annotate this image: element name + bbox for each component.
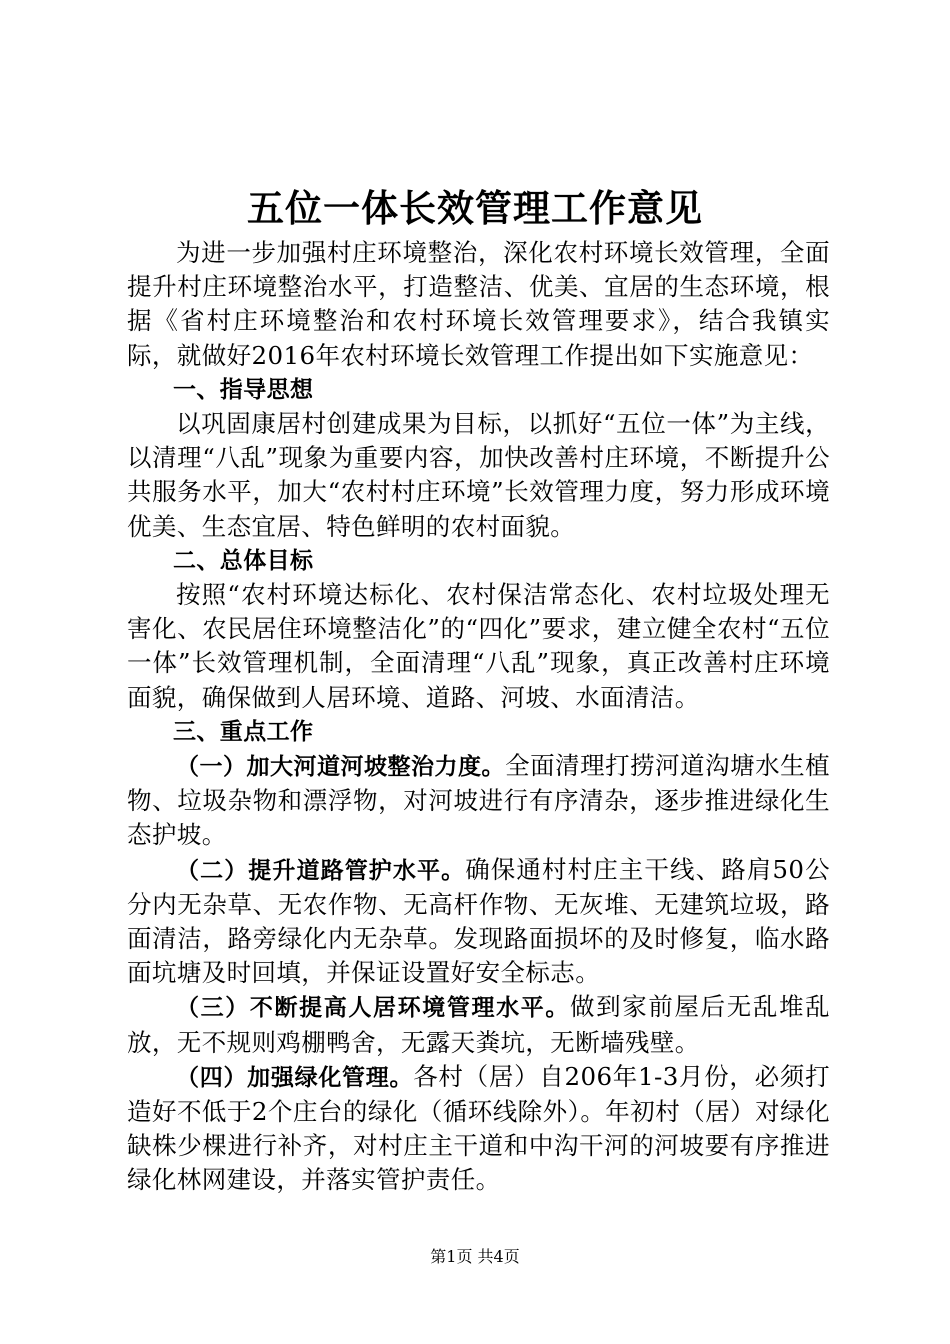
key-work-item-1 (127, 749, 830, 853)
key-work-item-4-text: 各村（居）自206年1-3月份，必须打造好不低于2个庄台的绿化（循环线除外）。年初村（居）对绿化缺株少棵进行补齐，对村庄主干道和中沟干河的河坡要有序推进绿化林网建设，并落实管护责任。 (127, 1061, 830, 1195)
key-work-item-2-text: 确保通村村庄主干线、路肩50公分内无杂草、无农作物、无高杆作物、无灰堆、无建筑垃圾，路面清洁，路旁绿化内无杂草。发现路面损坏的及时修复，临水路面坑塘及时回填，并保证设置好安全标志。 (127, 854, 830, 988)
section-heading-overall-goal: 二、总体目标 (173, 547, 314, 574)
section-paragraph-overall-goal: 按照“农村环境达标化、农村保洁常态化、农村垃圾处理无害化、农民居住环境整洁化”的“四化”要求，建立健全农村“五位一体”长效管理机制，全面清理“八乱”现象，真正改善村庄环境面貌，确保做到人居环境、道路、河坡、水面清洁。 (127, 580, 830, 712)
key-work-item-2 (127, 853, 830, 991)
key-work-item-4 (127, 1060, 830, 1198)
key-work-item-2-lead: （二）提升道路管护水平。 (176, 857, 466, 884)
key-work-item-1-text: 全面清理打捞河道沟塘水生植物、垃圾杂物和漂浮物，对河坡进行有序清杂，逐步推进绿化生态护坡。 (127, 751, 831, 850)
key-work-item-3-lead: （三）不断提高人居环境管理水平。 (176, 995, 570, 1022)
section-heading-key-work: 三、重点工作 (173, 718, 314, 745)
document-body (127, 236, 830, 1198)
page-footer: 第1页 共4页 (430, 1247, 520, 1266)
section-paragraph-guiding-ideology: 以巩固康居村创建成果为目标，以抓好“五位一体”为主线，以清理“八乱”现象为重要内容，加快改善村庄环境，不断提升公共服务水平，加大“农村村庄环境”长效管理力度，努力形成环境优美、生态宜居、特色鲜明的农村面貌。 (127, 409, 830, 541)
key-work-item-3-text: 做到家前屋后无乱堆乱放，无不规则鸡棚鸭舍，无露天粪坑，无断墙残壁。 (127, 992, 830, 1057)
key-work-item-4-lead: （四）加强绿化管理。 (176, 1064, 414, 1091)
key-work-item-3 (127, 990, 830, 1059)
document-title: 五位一体长效管理工作意见 (247, 186, 703, 230)
section-heading-guiding-ideology: 一、指导思想 (173, 376, 314, 403)
intro-paragraph: 为进一步加强村庄环境整治，深化农村环境长效管理，全面提升村庄环境整治水平，打造整洁、优美、宜居的生态环境，根据《省村庄环境整治和农村环境长效管理要求》，结合我镇实际，就做好2016年农村环境长效管理工作提出如下实施意见： (127, 238, 830, 370)
key-work-item-1-lead: （一）加大河道河坡整治力度。 (176, 754, 506, 781)
